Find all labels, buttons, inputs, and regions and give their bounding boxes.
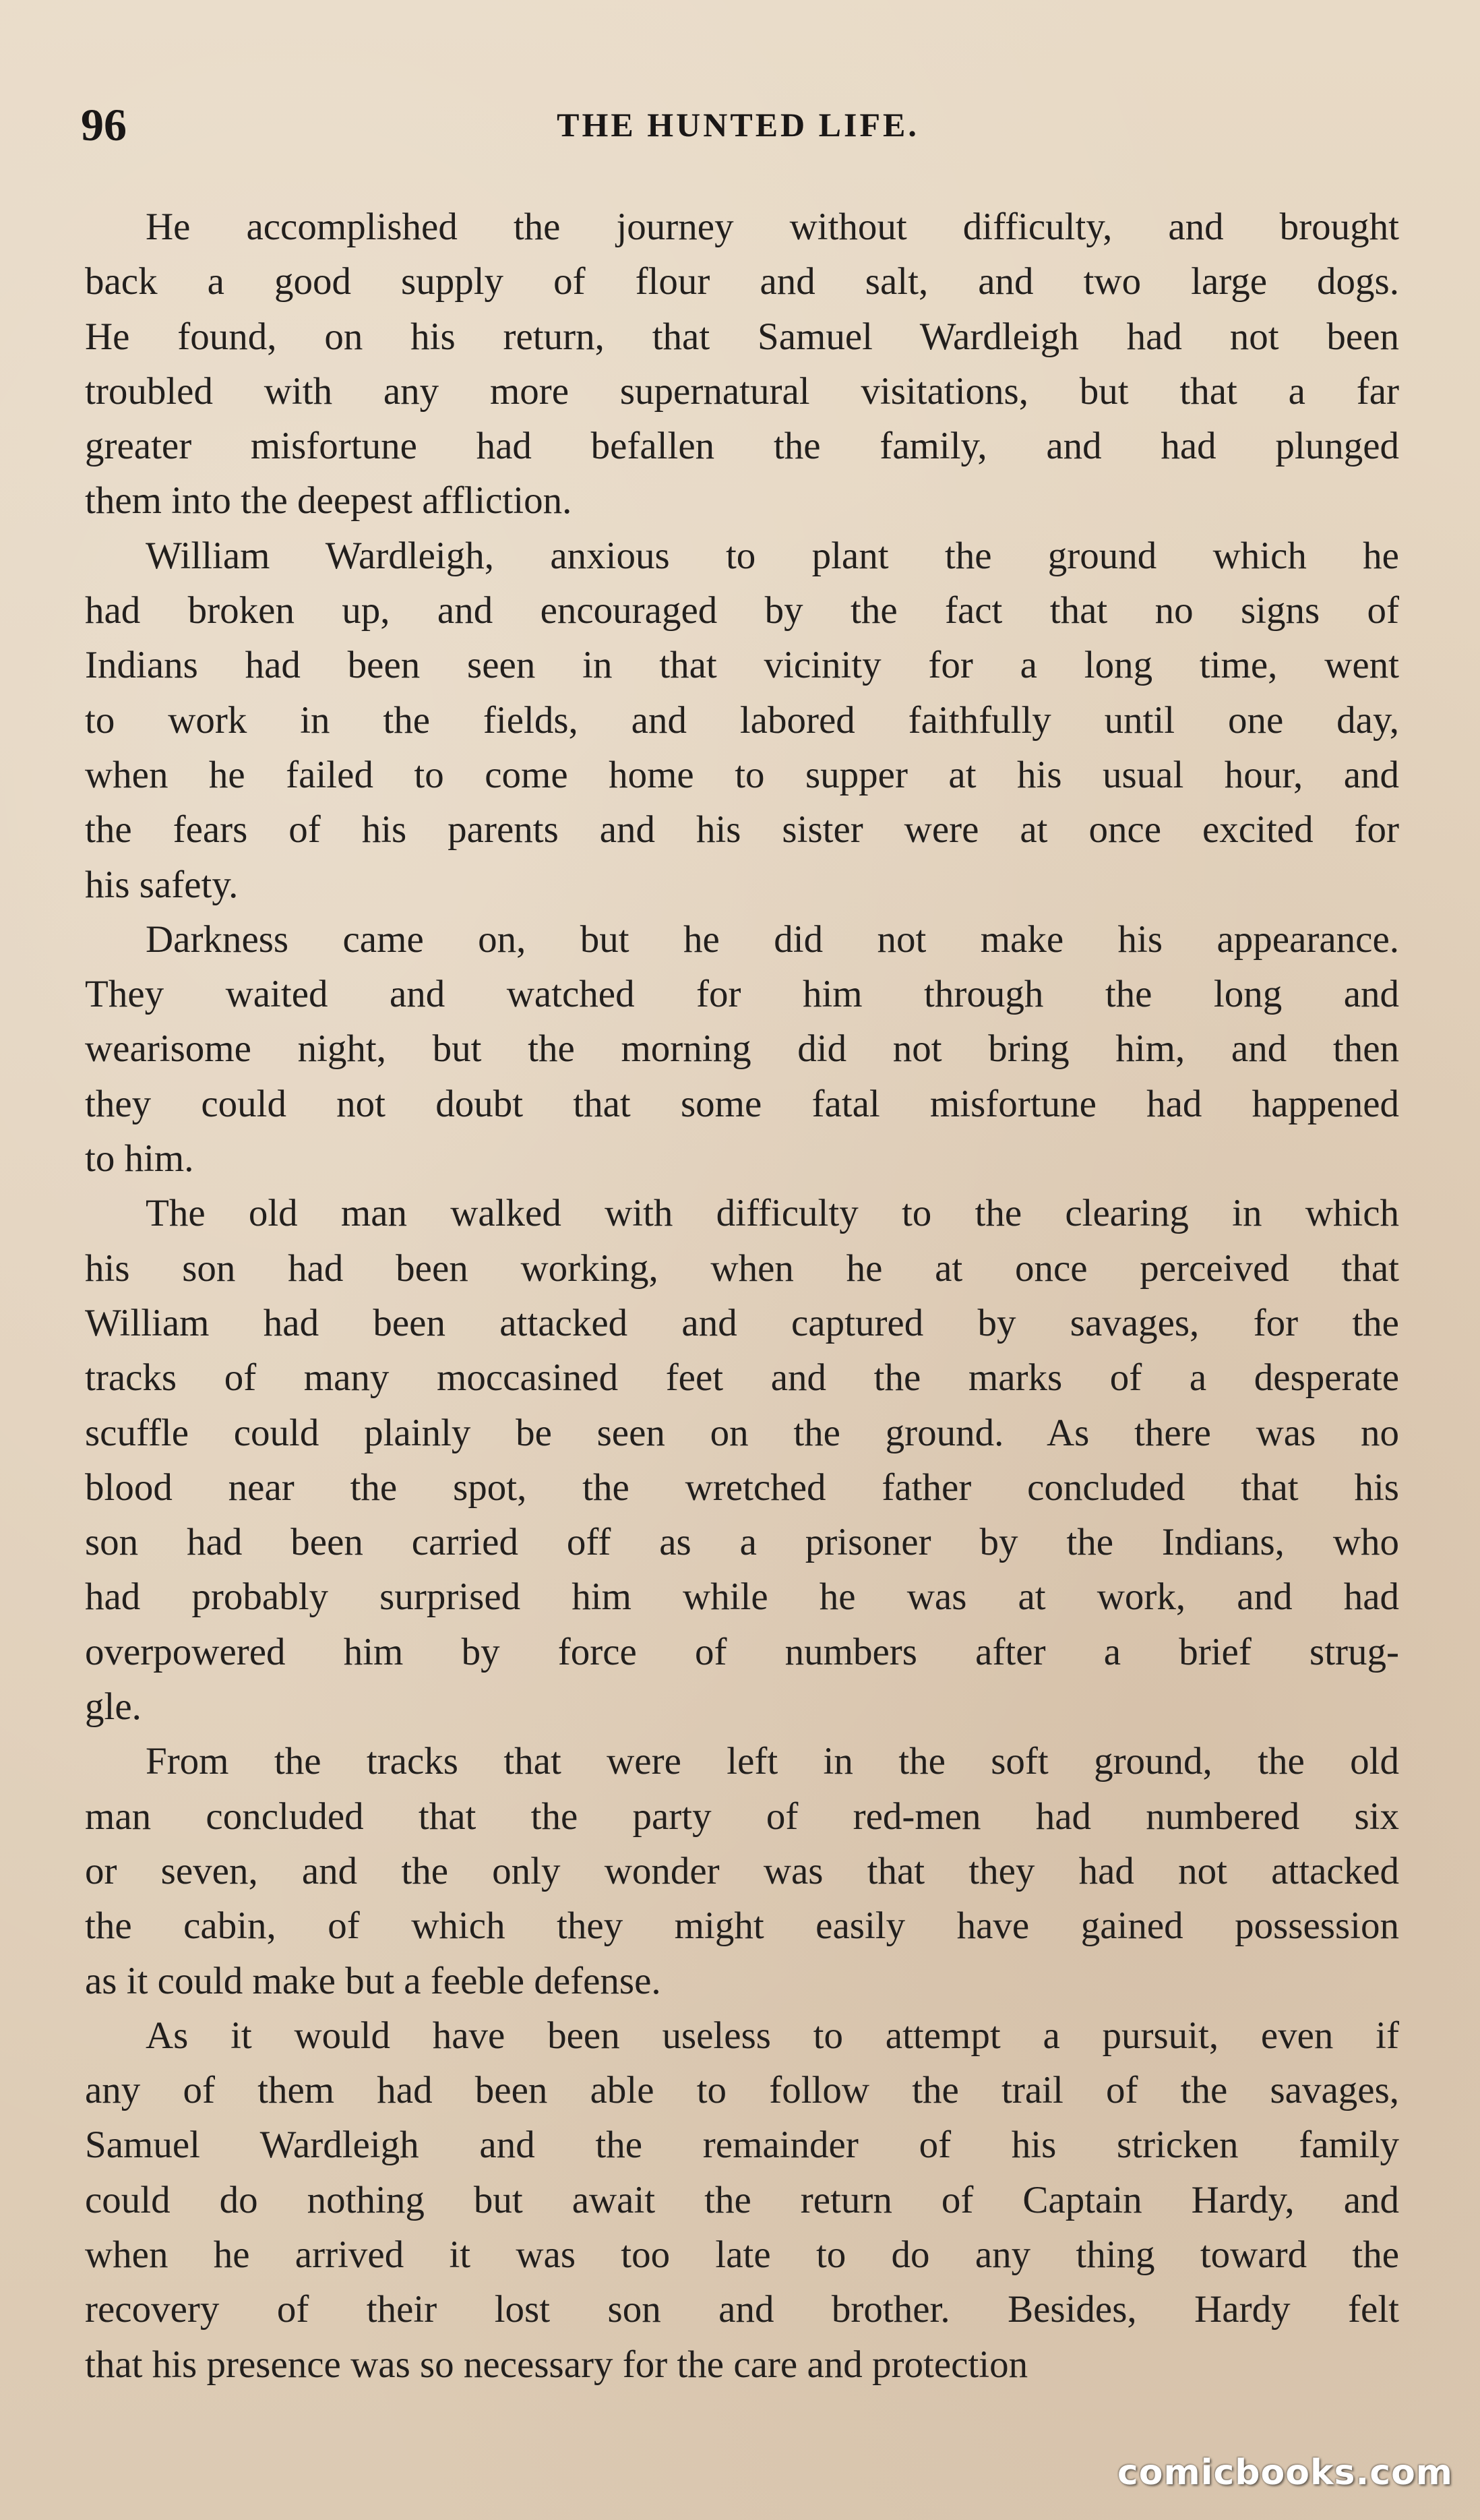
text-line: From the tracks that were left in the soft ground, the old <box>146 1740 1399 1783</box>
text-line: as it could make but a feeble defense. <box>85 1959 661 2002</box>
text-line: gle. <box>85 1685 142 1729</box>
text-line: Indians had been seen in that vicinity for a long time, went <box>85 644 1399 687</box>
text-line: man concluded that the party of red-men had numbered six <box>85 1795 1399 1838</box>
text-line: They waited and watched for him through the long and <box>85 973 1399 1016</box>
text-line: He accomplished the journey without difficulty, and brought <box>146 206 1399 248</box>
text-line: his safety. <box>85 863 239 906</box>
text-line: tracks of many moccasined feet and the marks of a desperate <box>85 1356 1399 1400</box>
text-line: had broken up, and encouraged by the fact that no signs of <box>85 589 1399 632</box>
paragraph <box>85 529 1399 912</box>
text-line: overpowered him by force of numbers after a brief strug- <box>85 1630 1399 1673</box>
text-line: troubled with any more supernatural visitations, but that a far <box>85 369 1399 413</box>
text-line: The old man walked with difficulty to the clearing in which <box>146 1192 1399 1235</box>
text-line: son had been carried off as a prisoner by the Indians, who <box>85 1521 1399 1564</box>
text-line: they could not doubt that some fatal misfortune had happened <box>85 1082 1399 1125</box>
text-line: could do nothing but await the return of Captain Hardy, and <box>85 2178 1399 2221</box>
text-line: scuffle could plainly be seen on the ground. As there was no <box>85 1411 1399 1454</box>
text-line: As it would have been useless to attempt a pursuit, even if <box>146 2014 1399 2057</box>
body-text <box>85 200 1399 2392</box>
text-line: them into the deepest affliction. <box>85 479 572 522</box>
watermark-logo: comicbooks.com <box>1117 2453 1453 2493</box>
text-line: recovery of their lost son and brother. Besides, Hardy felt <box>85 2288 1399 2331</box>
text-line: the fears of his parents and his sister were at once excited for <box>85 808 1399 851</box>
page-number: 96 <box>81 99 127 150</box>
text-line: when he failed to come home to supper at his usual hour, and <box>85 753 1399 796</box>
text-line: greater misfortune had befallen the family, and had plunged <box>85 425 1399 468</box>
text-line: to him. <box>85 1137 194 1180</box>
text-line: back a good supply of flour and salt, and two large dogs. <box>85 260 1399 303</box>
running-title: THE HUNTED LIFE. <box>557 106 919 144</box>
text-line: blood near the spot, the wretched father concluded that his <box>85 1466 1399 1509</box>
paragraph <box>85 912 1399 1186</box>
text-line: He found, on his return, that Samuel Wardleigh had not been <box>85 315 1399 358</box>
text-line: William had been attacked and captured by savages, for the <box>85 1301 1399 1344</box>
text-line: had probably surprised him while he was at work, and had <box>85 1576 1399 1619</box>
text-line: when he arrived it was too late to do any thing toward the <box>85 2233 1399 2276</box>
text-line: wearisome night, but the morning did not bring him, and then <box>85 1027 1399 1071</box>
text-line: the cabin, of which they might easily have gained possession <box>85 1904 1399 1948</box>
page-header <box>81 94 1395 155</box>
text-line: Darkness came on, but he did not make his appearance. <box>146 918 1399 961</box>
text-line: Samuel Wardleigh and the remainder of his stricken family <box>85 2124 1399 2167</box>
text-line: any of them had been able to follow the trail of the savages, <box>85 2069 1399 2112</box>
text-line: his son had been working, when he at once perceived that <box>85 1247 1399 1290</box>
paragraph <box>85 2008 1399 2392</box>
paragraph <box>85 1186 1399 1734</box>
paragraph <box>85 200 1399 529</box>
paragraph <box>85 1734 1399 2008</box>
text-line: William Wardleigh, anxious to plant the ground which he <box>146 534 1399 577</box>
text-line: or seven, and the only wonder was that they had not attacked <box>85 1849 1399 1892</box>
text-line: that his presence was so necessary for the care and protection <box>85 2343 1028 2386</box>
text-line: to work in the fields, and labored faithfully until one day, <box>85 698 1399 742</box>
